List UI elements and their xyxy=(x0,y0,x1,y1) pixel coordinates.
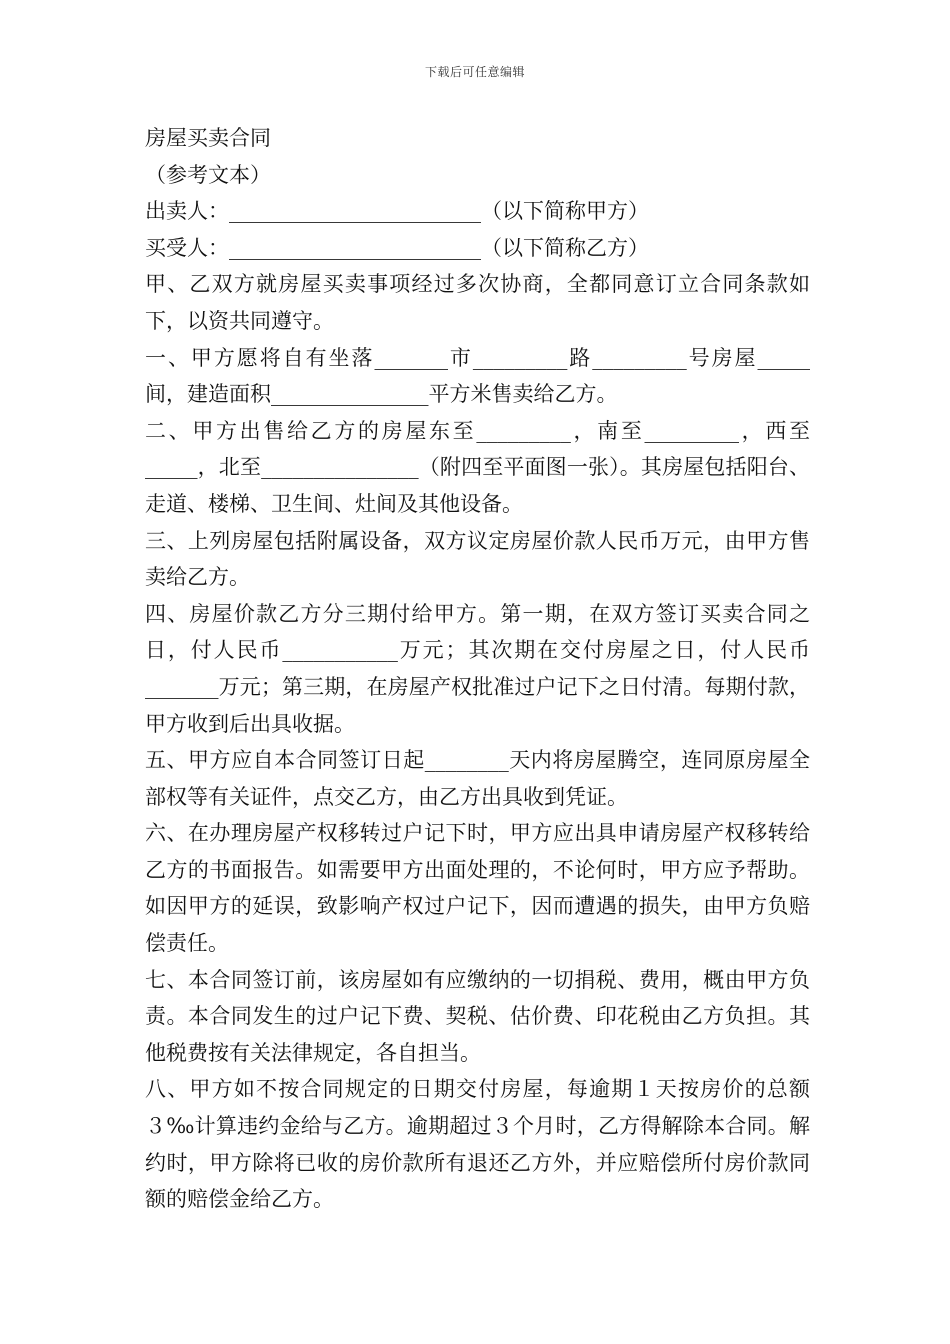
clause-3: 三、上列房屋包括附属设备，双方议定房屋价款人民币万元，由甲方售卖给乙方。 xyxy=(145,528,810,590)
clause-7: 七、本合同签订前，该房屋如有应缴纳的一切捐税、费用，概由甲方负责。本合同发生的过户记下费、契税、估价费、印花税由乙方负担。其他税费按有关法律规定，各自担当。 xyxy=(145,967,810,1065)
document-subtitle: （参考文本） xyxy=(145,162,271,187)
clause-4: 四、房屋价款乙方分三期付给甲方。第一期，在双方签订买卖合同之日，付人民币___________万元；其次期在交付房屋之日，付人民币_______万元；第三期，在房屋产权批准过户记下之日付清。每期付款，甲方收到后出具收据。 xyxy=(145,601,810,736)
page-header-note: 下载后可任意编辑 xyxy=(424,65,525,79)
contract-body xyxy=(145,120,810,1218)
document-title: 房屋买卖合同 xyxy=(145,126,271,150)
clause-2: 二、甲方出售给乙方的房屋东至_________，南至_________，西至_____，北至_______________（附四至平面图一张）。其房屋包括阳台、走道、楼梯、卫生间、灶间及其他设备。 xyxy=(145,418,810,516)
clause-6: 六、在办理房屋产权移转过户记下时，甲方应出具申请房屋产权移转给乙方的书面报告。如需要甲方出面处理的，不论何时，甲方应予帮助。如因甲方的延误，致影响产权过户记下，因而遭遇的损失，由甲方负赔偿责任。 xyxy=(145,821,810,956)
clause-8: 八、甲方如不按合同规定的日期交付房屋，每逾期１天按房价的总额３‰计算违约金给与乙方。逾期超过３个月时，乙方得解除本合同。解约时，甲方除将已收的房价款所有退还乙方外，并应赔偿所付房价款同额的赔偿金给乙方。 xyxy=(145,1077,810,1212)
clause-5: 五、甲方应自本合同签订日起________天内将房屋腾空，连同原房屋全部权等有关证件，点交乙方，由乙方出具收到凭证。 xyxy=(145,748,810,809)
preamble-paragraph: 甲、乙双方就房屋买卖事项经过多次协商，全都同意订立合同条款如下，以资共同遵守。 xyxy=(145,272,810,333)
clause-1: 一、甲方愿将自有坐落_______市_________路_________号房屋_____间，建造面积_______________平方米售卖给乙方。 xyxy=(145,345,810,407)
buyer-line: 买受人：________________________（以下简称乙方） xyxy=(145,235,649,260)
seller-line: 出卖人：________________________（以下简称甲方） xyxy=(145,199,649,224)
